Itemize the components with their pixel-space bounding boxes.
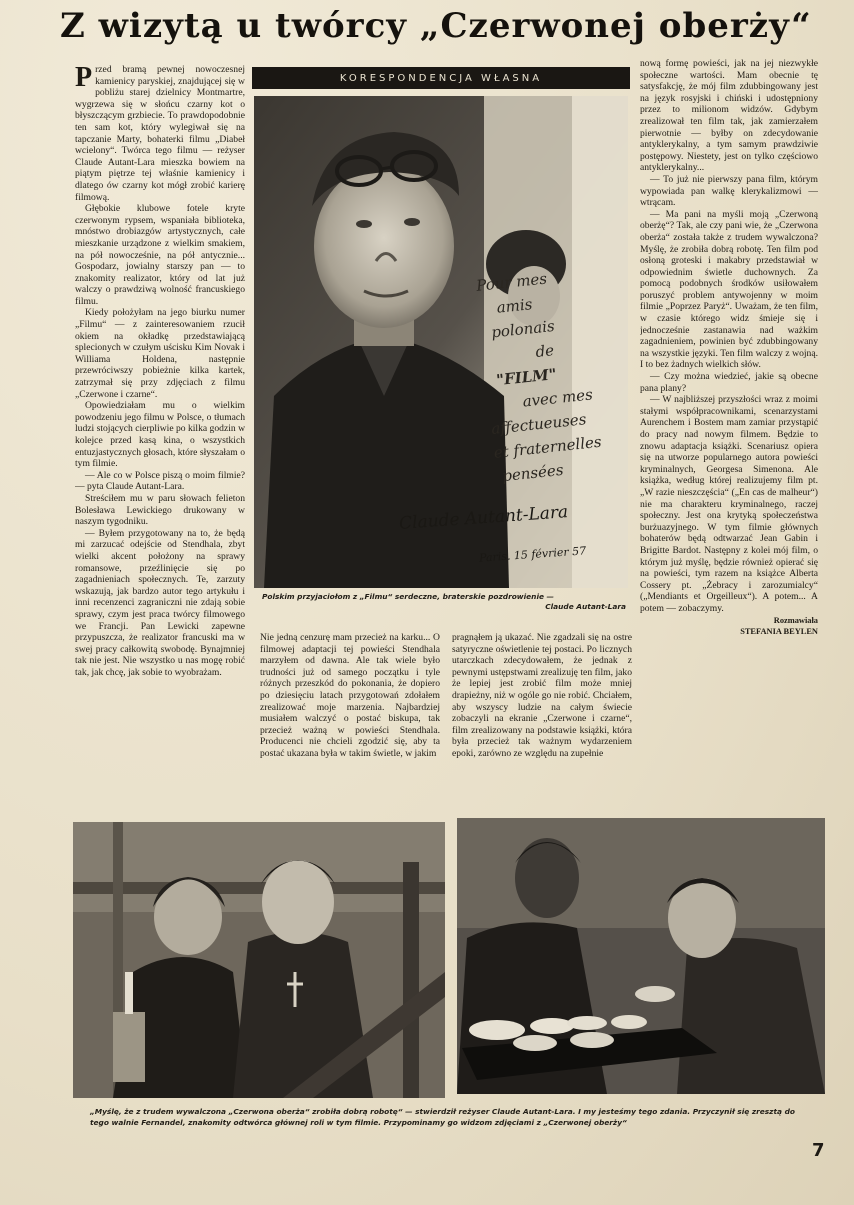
film-still-right <box>457 818 825 1094</box>
text-column-1 <box>75 64 245 802</box>
drop-cap: P <box>75 64 93 93</box>
dedication-line: affectueuses <box>490 410 588 439</box>
paragraph: — Ale co w Polsce piszą o moim filmie? — pyta Claude Autant-Lara. <box>75 469 245 493</box>
page-number: 7 <box>812 1140 825 1161</box>
dedication-line: amis <box>495 295 534 317</box>
section-banner: KORESPONDENCJA WŁASNA <box>252 67 630 89</box>
photo-caption <box>262 592 626 612</box>
dedication-line: avec mes <box>521 385 594 411</box>
paragraph: — To już nie pierwszy pana film, którym wypowiada pan walkę klerykalizmowi — wtrącam. <box>640 173 818 209</box>
dedication-line: et fraternelles <box>492 432 603 462</box>
dedication-line: de <box>534 341 555 361</box>
article-headline: Z wizytą u twórcy „Czerwonej oberży“ <box>60 6 812 46</box>
portrait-photo <box>254 96 628 588</box>
text-column-4 <box>640 58 818 802</box>
dedication-line: Pour mes <box>475 269 548 295</box>
byline-author: STEFANIA BEYLEN <box>740 627 818 637</box>
paragraph: rzed bramą pewnej nowoczesnej kamienicy paryskiej, znajdującej się w pobliżu starej dzielnicy Montmartre, wygrzewa się w słońcu czarny kot o błyszczącym grzbiecie. To prawdopodobnie ten sam kot, który wylegiwał się na tapczanie Marty, bohaterki filmu „Diabeł wcielony“. Twórca tego filmu — reżyser Claude Autant-Lara mieszka bowiem na piątym piętrze tej właśnie kamienicy i dlatego ów czarny kot mógł zrobić karierę filmową. <box>75 64 245 203</box>
paragraph: Kiedy położyłam na jego biurku numer „Filmu“ — z zainteresowaniem rzucił okiem na okładkę przedstawiającą splecionych w czułym uścisku Kim Novak i Williama Holdena, następnie przewróciwszy pobieżnie kilka kartek, zatrzymał się przy zdjęciach z filmu „Czerwone i czarne“. <box>75 307 245 400</box>
bottom-caption: „Myślę, że z trudem wywalczona „Czerwona oberża“ zrobiła dobrą robotę“ — stwierdził reżyser Claude Autant-Lara. I my jesteśmy tego zdania. Przyczynił się zresztą do tego walnie Fernandel, znakomity odtwórca głównej roli w tym filmie. Przypominamy go widzom zdjęciami z „Czerwonej oberży“ <box>90 1107 795 1127</box>
paragraph: Streściłem mu w paru słowach felieton Bolesława Lewickiego drukowany w naszym tygodniku. <box>75 492 245 528</box>
handwritten-signature: Claude Autant-Lara <box>398 502 569 534</box>
paragraph: — Byłem przygotowany na to, że będą mi zarzucać odejście od Stendhala, zbyt wielki akcent położony na sprawy romansowe, przeźlinięcie się po zagadnieniach społecznych. Te, zarzuty wskazują, jak bardzo autor tego artykułu i inni recenzenci zagraniczni nie zdają sobie sprawy, czym jest praca twórcy filmowego we Francji. Pan Lewicki zapewne przypuszcza, że realizator francuski ma w swej pracy całkowitą swobodę. Bynajmniej tak nie jest. Nie wszystko u nas mogę robić tak, jak chcę, jak sobie to wyobrażam. <box>75 527 245 678</box>
dedication-line: polonais <box>490 316 556 342</box>
text-column-2 <box>260 632 440 802</box>
paragraph: nową formę powieści, jak na jej niezwykłe społeczne wartości. Mam obecnie tę satysfakcję, że mój film zdubbingowany jest na język rosyjski i chiński i udostępniony przez to milionom widzów. Gdybym zrealizował ten film tak, jak zamierzałem pierwotnie — byłby on zdecydowanie antyklerykalny, a tym samym prawdziwie postępowy. Niestety, jest on tylko częściowo antyklerykalny... <box>640 58 818 174</box>
paragraph: — Czy można wiedzieć, jakie są obecne pana plany? <box>640 371 818 394</box>
paragraph: pragnąłem ją ukazać. Nie zgadzali się na ostre satyryczne oświetlenie tej postaci. Po licznych utarczkach zdecydowałem, że jednak z pewnymi ustępstwami zrealizuję ten film, jako że lepiej jest zrobić film może mniej drapieżny, niż w ogóle go nie robić. Chciałem, aby wszyscy ludzie na całym świecie zobaczyli na ekranie „Czerwone i czarne“, film zrealizowany na podstawie książki, która była przecież tak ważnym wydarzeniem epoki, zarówno ze względu na zupełnie <box>452 632 632 759</box>
paragraph: Opowiedziałam mu o wielkim powodzeniu jego filmu w Polsce, o tłumach ludzi stojących cierpliwie po kilka godzin w kolejce przed kasą kina, o wszystkich entuzjastycznych głosach, które słyszałam o tym filmie. <box>75 400 245 470</box>
handwritten-dedication <box>475 259 628 488</box>
paragraph: Nie jedną cenzurę mam przecież na karku... O filmowej adaptacji tej powieści Stendhala marzyłem od dawna. Ale tak wiele było trudności już od samego początku i tyle różnych przeszkód do pokonania, że dopiero po dziesięciu latach przygotowań zdołałem zrealizować moje marzenia. Najbardziej musiałem walczyć o postać biskupa, tak przecież ważną w powieści Stendhala. Producenci nie chcieli zgodzić się, aby ta postać ukazana była w takim świetle, w jakim <box>260 632 440 759</box>
text-column-3 <box>452 632 632 802</box>
caption-text: Polskim przyjaciołom z „Filmu“ serdeczne, braterskie pozdrowienie — <box>262 592 554 601</box>
film-still-left <box>73 822 445 1098</box>
byline-label: Rozmawiała <box>773 615 818 625</box>
paragraph: — W najbliższej przyszłości wraz z moimi stałymi współpracownikami, scenarzystami Aurenchem i Bostem mam zamiar przystąpić do pracy nad nowym filmem. Będzie to znowu adaptacja książki. Scenariusz opiera się na utworze popularnego autora powieści kryminalnych, Georgesa Simenona. Ale książka, według której realizujemy film pt. „W razie nieszczęścia“ („En cas de malheur“) nie ma charakteru kryminalnego, raczej społeczny. Jest ona krytyką społeczeństwa burżuazyjnego. W tym filmie głównych bohaterów będą odtwarzać Jean Gabin i Brigitte Bardot. Następny z kolei mój film, o którym już myślę, będzie również opierać się na powieści, tym razem na książce Alberta Cossery pt. „Żebracy i zarozumialcy“ („Mendiants et Orgeilleux“). A potem... A potem — zobaczymy. <box>640 394 818 614</box>
paragraph: — Ma pani na myśli moją „Czerwoną oberżę“? Tak, ale czy pani wie, że „Czerwona oberża“ została także z trudem wywalczona? Myślę, że zrobiła dobrą robotę. Ten film pod osłoną groteski i makabry przedstawiał w odpowiednim świetle duchownych. Za pomocą podobnych środków usiłowałem poruszyć problem antywojenny w moim filmie „Poprzez Paryż“. Uważam, że ten film, w czasie którego widz śmieje się i jednocześnie zastanawia nad ważkim zagadnieniem, powinien być zdubbingowany na wszystkie języki. Ten film walczy z wojną. I to bez żadnych wielkich słów. <box>640 208 818 371</box>
handwritten-date: Paris. 15 février 57 <box>478 544 587 565</box>
caption-signature: Claude Autant-Lara <box>545 602 626 611</box>
dedication-line: "FILM" <box>495 365 558 390</box>
dedication-line: pensées <box>501 460 565 486</box>
paragraph: Głębokie klubowe fotele kryte czerwonym rypsem, wspaniała biblioteka, mnóstwo drobiazgów artystycznych, całe mieszkanie urządzone z wielkim smakiem, na pół nowocześnie, na pół antycznie... Gospodarz, jowialny starszy pan — to znakomity realizator, który od lat już walczy o prawdziwą wolność francuskiego filmu. <box>75 203 245 307</box>
